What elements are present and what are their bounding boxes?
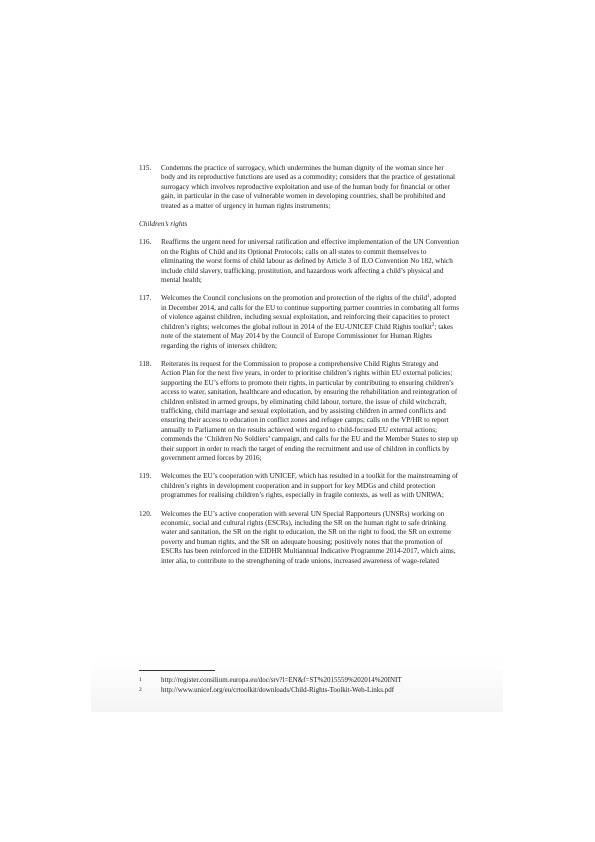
paragraph-118 xyxy=(139,360,459,463)
paragraph-text: Reiterates its request for the Commission to propose a comprehensive Child Rights Strategy and Action Plan for the next five years, in order to prioritise children’s rights within EU external policies; supporting the EU’s efforts to promote their rights, in particular by contributing to ensuring children’s access to water, sanitation, healthcare and education, by ensuring the rehabilitation and reintegration of children enlisted in armed groups, by eliminating child labour, torture, the issue of child witchcraft, trafficking, child marriage and sexual exploitation, and by assisting children in armed conflicts and ensuring their access to education in conflict zones and refugee camps; calls on the VP/HR to report annually to Parliament on the results achieved with regard to child-focused EU external actions; commends the ‘Children No Soldiers’ campaign, and calls for the EU and the Member States to step up their support in order to reach the target of ending the recruitment and use of children in conflicts by government armed forces by 2016; xyxy=(161,359,459,462)
footnote-2 xyxy=(139,686,479,696)
paragraph-text-part: ; takes note of the statement of May 2014 by the Council of Europe Commissioner for Human Rights regarding the rights of intersex children; xyxy=(161,322,453,350)
footnote-number: 2 xyxy=(139,686,142,693)
paragraph-text: Welcomes the EU’s cooperation with UNICEF, which has resulted in a toolkit for the mainstreaming of children’s rights in development cooperation and in support for key MDGs and child protection programmes for realising children’s rights, especially in fragile contexts, as well as with UNRWA; xyxy=(161,472,459,500)
paragraph-number: 120. xyxy=(139,509,152,518)
paragraph-number: 115. xyxy=(139,164,152,172)
paragraph-number: 117. xyxy=(139,294,152,303)
paragraph-text-part: , adopted in December 2014, and calls for the EU to continue supporting partner countries in combating all forms of violence against children, including sexual exploitation, and reinforcing their capacities to protect children’s rights; welcomes the global rollout in 2014 of the EU-UNICEF Child Rights toolkit xyxy=(161,294,460,331)
paragraph-text xyxy=(161,294,459,350)
footnote-link[interactable]: http://www.unicef.org/eu/crtoolkit/downloads/Child-Rights-Toolkit-Web-Links.pdf xyxy=(161,685,395,694)
paragraph-number: 118. xyxy=(139,359,152,368)
paragraph-text: Condemns the practice of surrogacy, which undermines the human dignity of the woman since her body and its reproductive functions are used as a commodity; considers that the practice of gestational surrogacy which involves reproductive exploitation and use of the human body for financial or other gain, in particular in the case of vulnerable women in developing countries, shall be prohibited and treated as a matter of urgency in human rights instruments; xyxy=(161,164,455,210)
paragraph-number: 116. xyxy=(139,238,152,247)
paragraph-120 xyxy=(139,510,459,566)
document-body xyxy=(139,164,459,575)
paragraph-text-part: Welcomes the Council conclusions on the promotion and protection of the rights of the child xyxy=(161,294,428,303)
footnote-1 xyxy=(139,676,479,686)
footnote-separator xyxy=(139,670,215,671)
paragraph-116 xyxy=(139,238,459,285)
footnote-number: 1 xyxy=(139,677,142,683)
footnote-ref-2[interactable]: 2 xyxy=(431,322,435,328)
paragraph-117 xyxy=(139,294,459,350)
footnote-ref-1[interactable]: 1 xyxy=(427,294,430,300)
section-heading: Children’s rights xyxy=(139,220,188,229)
paragraph-115 xyxy=(139,164,459,211)
paragraph-119 xyxy=(139,472,459,500)
footnote-link[interactable]: http://register.consilium.europa.eu/doc/srv?l=EN&f=ST%2015559%202014%20INIT xyxy=(161,676,402,684)
paragraph-number: 119. xyxy=(139,472,152,481)
paragraph-text: Welcomes the EU’s active cooperation with several UN Special Rapporteurs (UNSRs) working on economic, social and cultural rights (ESCRs), including the SR on the human right to safe drinking water and sanitation, the SR on the right to education, the SR on the right to food, the SR on extreme poverty and human rights, and the SR on adequate housing; positively notes that the promotion of ESCRs has been reinforced in the EIDHR Multiannual Indicative Programme 2014-2017, which aims, inter alia, to contribute to the strengthening of trade unions, increased awareness of wage-related xyxy=(161,509,456,565)
footnotes xyxy=(139,676,479,695)
paragraph-text: Reaffirms the urgent need for universal ratification and effective implementation of the UN Convention on the Rights of Child and its Optional Protocols; calls on all states to commit themselves to eliminating the worst forms of child labour as defined by Article 3 of ILO Convention No 182, which include child slavery, trafficking, prostitution, and hazardous work affecting a child’s physical and mental health; xyxy=(161,238,459,285)
